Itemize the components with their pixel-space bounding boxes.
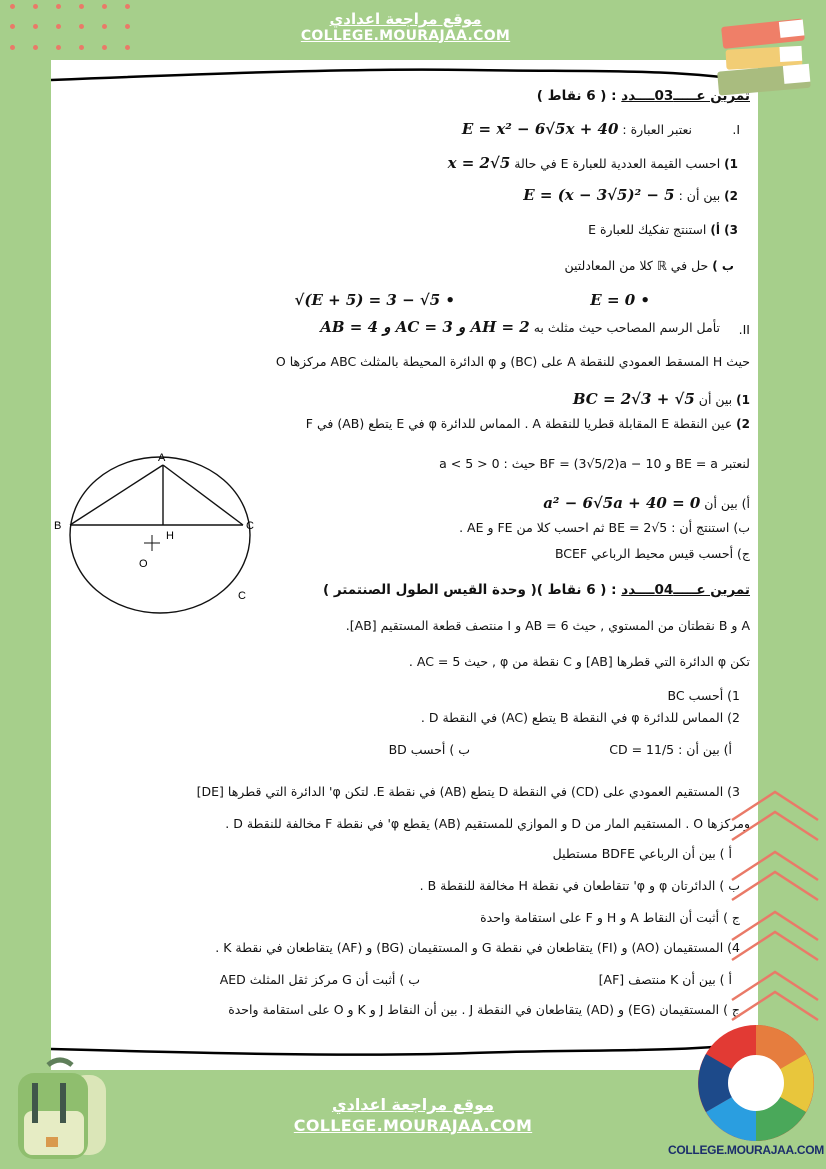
backpack-icon bbox=[8, 1055, 113, 1163]
exercise-4-question-2b: ب ) أحسب BD bbox=[388, 742, 470, 757]
label-c: C bbox=[246, 520, 254, 532]
label-o: O bbox=[139, 558, 148, 570]
question-3a: 3) أ) استنتج تفكيك للعبارة E bbox=[588, 222, 738, 237]
question-3b: ب ) حل في ℝ كلا من المعادلتين bbox=[564, 258, 734, 273]
chevrons-decoration bbox=[730, 790, 820, 1030]
exercise-4-line-1: A و B نقطتان من المستوي , حيث AB = 6 و I منتصف قطعة المستقيم [AB]. bbox=[345, 618, 750, 633]
exercise-4-question-2: 2) المماس للدائرة φ في النقطة B يتطع (AC) في النقطة D . bbox=[420, 710, 740, 725]
exercise-4-title: تمرين عـــــ04ــــدد bbox=[621, 582, 750, 598]
footer-site-name: موقع مراجعة اعدادي bbox=[331, 1095, 495, 1114]
question-1: 1) احسب القيمة العددية للعبارة E في حالة x = 2√5 bbox=[447, 154, 738, 172]
equation-1: E = 0 • bbox=[590, 291, 650, 309]
expression-e: E = x² − 6√5x + 40 bbox=[461, 120, 619, 138]
footer-badge[interactable] bbox=[268, 1073, 558, 1169]
part-2-context: حيث H المسقط العمودي للنقطة A على (BC) و φ الدائرة المحيطة بالمثلث ABC مركزها O bbox=[275, 354, 750, 369]
exercise-4-points: : ( 6 نقاط )( وحدة القيس الطول الصنتمتر ) bbox=[323, 582, 617, 598]
exercise-4-question-3-line-2: ومركزها O . المستقيم المار من D و الموازي للمستقيم (AB) يقطع φ' في نقطة F مخالفة للنقطة D . bbox=[225, 816, 750, 831]
logo-site-label[interactable]: COLLEGE.MOURAJAA.COM bbox=[668, 1143, 825, 1157]
exercise-4-question-3c: ج ) أثبت أن النقاط A و H و F على استقامة واحدة bbox=[480, 910, 740, 925]
header-badge[interactable] bbox=[263, 0, 548, 60]
header-site-name: موقع مراجعة اعدادي bbox=[329, 10, 482, 28]
label-h: H bbox=[166, 530, 174, 542]
part-2-question-b: ب) استنتج أن : BE = 2√5 ثم احسب كلا من FE و AE . bbox=[459, 520, 750, 535]
header-site-url[interactable]: COLLEGE.MOURAJAA.COM bbox=[300, 28, 511, 44]
exercise-3-title: تمرين عـــــ03ــــدد bbox=[621, 88, 750, 104]
part-2-question-2: 2) عين النقطة E المقابلة قطريا للنقطة A . المماس للدائرة φ في E يتطع (AB) في F bbox=[305, 416, 750, 431]
exercise-4-question-2a: أ) بين أن : CD = 11/5 bbox=[609, 742, 732, 757]
exercise-4-question-3-line-1: 3) المستقيم العمودي على (CD) في النقطة D يتطع (AB) في نقطة E. لتكن φ' الدائرة التي قطرها [DE] bbox=[196, 784, 740, 799]
exercise-4-question-3a: أ ) بين أن الرباعي BDFE مستطيل bbox=[552, 846, 732, 861]
college-logo-wheel bbox=[695, 1022, 817, 1144]
exercise-4-question-4-line-1: 4) المستقيمان (AO) و (FI) يتقاطعان في نقطة G و المستقيمان (BG) و (AF) يتقاطعان في نقطة K . bbox=[215, 940, 740, 955]
exercise-4-question-4b: ب ) أثبت أن G مركز ثقل المثلث AED bbox=[219, 972, 420, 987]
exercise-4-line-2: تكن φ الدائرة التي قطرها [AB] و C نقطة من φ , حيث AC = 5 . bbox=[408, 654, 750, 669]
footer-site-url[interactable]: COLLEGE.MOURAJAA.COM bbox=[293, 1116, 533, 1135]
exercise-4-header bbox=[323, 582, 750, 598]
geometry-diagram bbox=[54, 445, 260, 615]
part-1-label: I. bbox=[732, 122, 740, 137]
exercise-4-question-4a: أ ) بين أن K منتصف [AF] bbox=[598, 972, 732, 987]
equation-2: √(E + 5) = 3 − √5 • bbox=[294, 291, 455, 309]
part-2-question-a: أ) بين أن a² − 6√5a + 40 = 0 bbox=[543, 494, 750, 512]
part-2-question-1: 1) بين أن BC = 2√3 + √5 bbox=[572, 390, 750, 408]
part-2-label: II. bbox=[738, 322, 750, 337]
question-2: 2) بين أن : E = (x − 3√5)² − 5 bbox=[523, 186, 738, 204]
exercise-4-question-1: 1) أحسب BC bbox=[667, 688, 740, 703]
exercise-4-question-3b: ب ) الدائرتان φ و φ' تتقاطعان في نقطة H مخالفة للنقطة B . bbox=[419, 878, 740, 893]
exercise-3-header bbox=[537, 88, 750, 104]
part-1-intro: نعتبر العبارة : E = x² − 6√5x + 40 bbox=[461, 120, 692, 138]
label-circle: C bbox=[238, 590, 246, 602]
books-icon bbox=[700, 10, 820, 95]
part-2-intro: تأمل الرسم المصاحب حيث مثلث به AB = 4 و AC = 3 و AH = 2 bbox=[320, 318, 720, 336]
exercise-3-points: : ( 6 نقاط ) bbox=[536, 88, 617, 104]
part-2-question-c: ج) أحسب قيس محيط الرباعي BCEF bbox=[554, 546, 750, 561]
label-b: B bbox=[54, 520, 62, 532]
part-2-given: لنعتبر BE = a و BF = (3√5/2)a − 10 حيث : 0 < a < 5 bbox=[439, 456, 750, 471]
decorative-dots bbox=[0, 0, 130, 60]
bottom-wave-line bbox=[51, 1035, 758, 1065]
label-a: A bbox=[158, 452, 166, 464]
exercise-4-question-4c: ج ) المستقيمان (EG) و (AD) يتقاطعان في النقطة J . بين أن النقاط J و K و O على استقامة واحدة bbox=[228, 1002, 740, 1017]
top-wave-line bbox=[51, 60, 758, 90]
